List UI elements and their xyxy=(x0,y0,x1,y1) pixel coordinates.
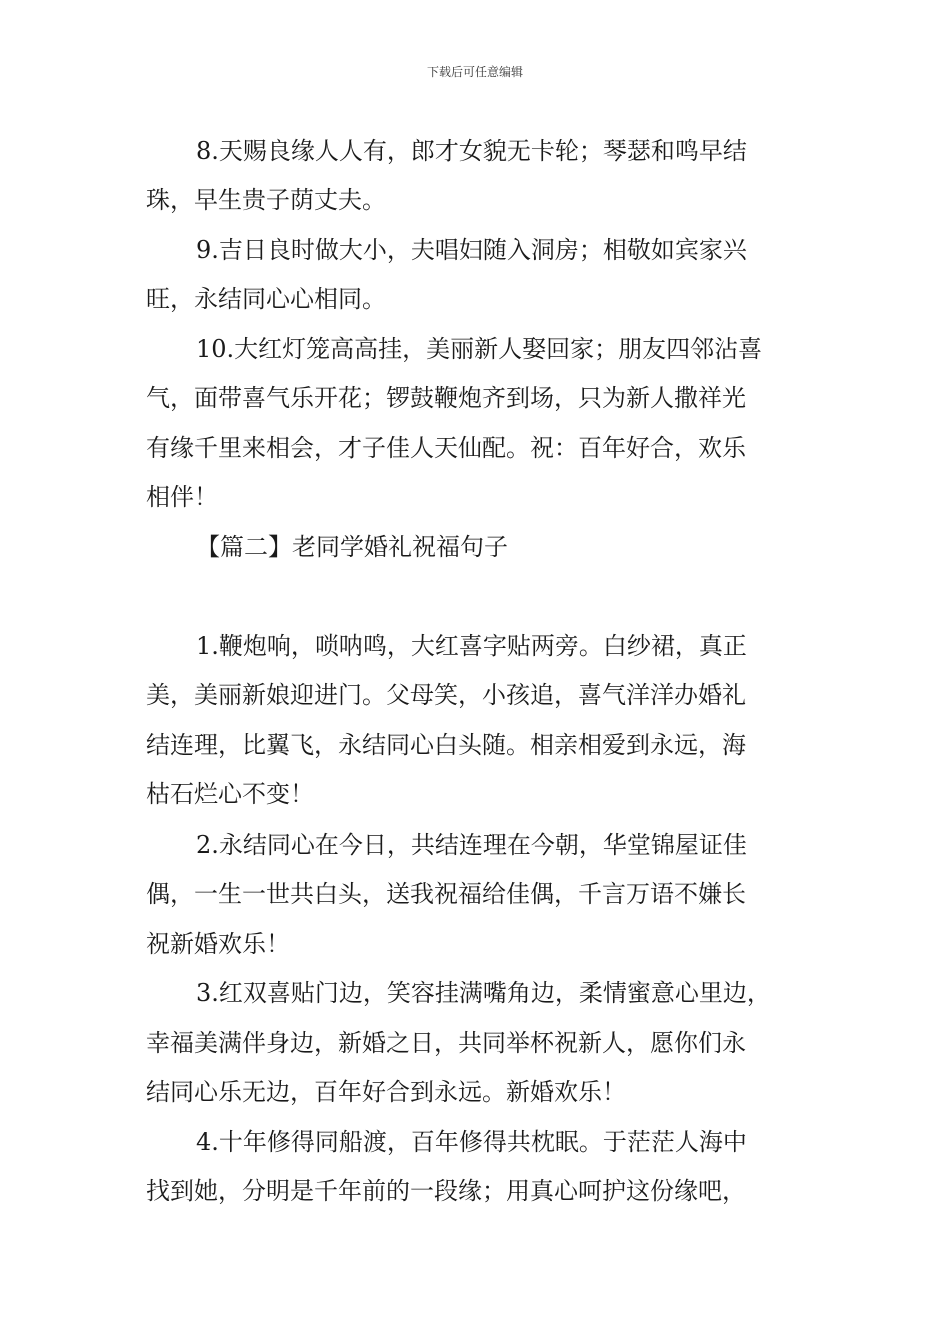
paragraph-line: 有缘千里来相会，才子佳人天仙配。祝：百年好合，欢乐 xyxy=(146,434,746,462)
paragraph-line: 3.红双喜贴门边，笑容挂满嘴角边，柔情蜜意心里边， xyxy=(196,979,771,1007)
paragraph-line: 9.吉日良时做大小，夫唱妇随入洞房；相敬如宾家兴 xyxy=(196,236,747,264)
paragraph-line: 4.十年修得同船渡，百年修得共枕眠。于茫茫人海中 xyxy=(196,1128,747,1156)
paragraph-line: 美，美丽新娘迎进门。父母笑，小孩追，喜气洋洋办婚礼 xyxy=(146,681,746,709)
paragraph-line: 8.天赐良缘人人有，郎才女貌无卡轮；琴瑟和鸣早结 xyxy=(196,137,747,165)
section-heading: 【篇二】老同学婚礼祝福句子 xyxy=(196,533,508,561)
paragraph-line: 结连理，比翼飞，永结同心白头随。相亲相爱到永远，海 xyxy=(146,731,746,759)
paragraph-line: 相伴！ xyxy=(146,483,218,511)
paragraph-line: 偶，一生一世共白头，送我祝福给佳偶，千言万语不嫌长 xyxy=(146,880,746,908)
paragraph-line: 枯石烂心不变！ xyxy=(146,780,314,808)
page-header: 下载后可任意编辑 xyxy=(426,65,523,79)
paragraph-line: 1.鞭炮响，唢呐鸣，大红喜字贴两旁。白纱裙，真正 xyxy=(196,632,747,660)
paragraph-line: 气，面带喜气乐开花；锣鼓鞭炮齐到场，只为新人撒祥光 xyxy=(146,384,746,412)
paragraph-line: 2.永结同心在今日，共结连理在今朝，华堂锦屋证佳 xyxy=(196,831,747,859)
paragraph-line: 祝新婚欢乐！ xyxy=(146,930,290,958)
paragraph-line: 幸福美满伴身边，新婚之日，共同举杯祝新人，愿你们永 xyxy=(146,1029,746,1057)
paragraph-line: 结同心乐无边，百年好合到永远。新婚欢乐！ xyxy=(146,1078,626,1106)
paragraph-line: 旺，永结同心心相同。 xyxy=(146,285,386,313)
paragraph-line: 找到她，分明是千年前的一段缘；用真心呵护这份缘吧， xyxy=(146,1177,746,1205)
paragraph-line: 10.大红灯笼高高挂，美丽新人娶回家；朋友四邻沾喜 xyxy=(196,335,763,363)
paragraph-line: 珠，早生贵子荫丈夫。 xyxy=(146,186,386,214)
